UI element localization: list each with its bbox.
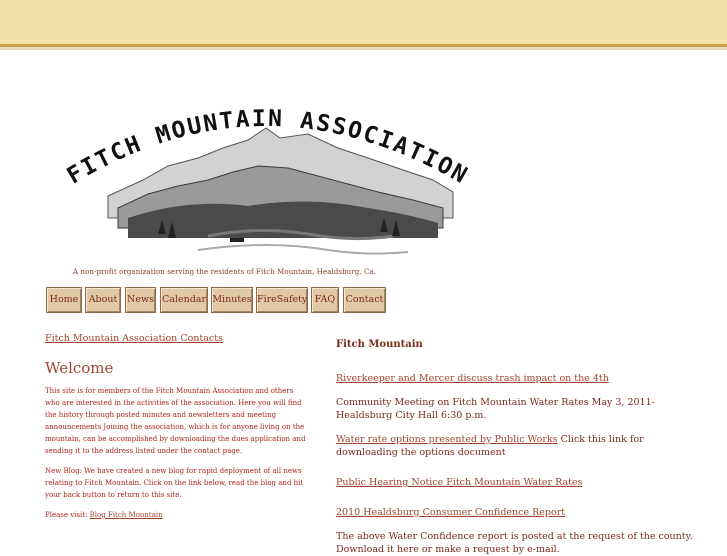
water-rate-options-link[interactable]: Water rate options presented by Public Works	[336, 434, 558, 445]
nav-firesafety[interactable]: FireSafety	[256, 287, 308, 313]
nav-home[interactable]: Home	[46, 287, 82, 313]
contacts-link[interactable]: Fitch Mountain Association Contacts	[45, 333, 223, 344]
left-column	[45, 326, 310, 521]
nav-news[interactable]: News	[125, 287, 156, 313]
nav-contact[interactable]: Contact	[343, 287, 386, 313]
confidence-report-note: The above Water Confidence report is posted at the request of the county. Download it here or make a request by e-mail.	[336, 531, 693, 555]
news-heading: Fitch Mountain	[336, 339, 423, 350]
blog-visit-line	[45, 509, 310, 521]
logo-title: FITCH MOUNTAIN ASSOCIATION	[62, 105, 473, 190]
site-tagline: A non-profit organization serving the residents of Fitch Mountain, Healdsburg, Ca.	[73, 268, 376, 276]
nav-calendar[interactable]: Calendar	[160, 287, 208, 313]
water-rate-item	[336, 433, 696, 459]
banner-divider	[0, 47, 727, 50]
intro-paragraph: This site is for members of the Fitch Mountain Association and others who are interested in the activities of the association. Here you will find the history through posted minutes and newsletters and meeting announcements Joining the association, which is for anyone living on the mountain, can be accomplished by downloading the dues application and sending it to the address listed under the contact page.	[45, 387, 306, 455]
top-banner	[0, 0, 727, 47]
blog-link[interactable]: Blog Fitch Mountain	[89, 511, 163, 519]
nav-minutes[interactable]: Minutes	[211, 287, 253, 313]
water-rate-options-text: Click this link for downloading the options document	[336, 434, 644, 458]
visit-label: Please visit:	[45, 511, 88, 519]
blog-note: New Blog: We have created a new blog for rapid deployment of all news relating to Fitch Mountain. Click on the link below, read the blog and hit your back button to return to this site.	[45, 467, 304, 499]
public-hearing-link[interactable]: Public Hearing Notice Fitch Mountain Water Rates	[336, 477, 583, 488]
welcome-heading: Welcome	[45, 359, 114, 377]
riverkeeper-link[interactable]: Riverkeeper and Mercer discuss trash impact on the 4th	[336, 373, 609, 384]
nav-faq[interactable]: FAQ	[311, 287, 339, 313]
nav-about[interactable]: About	[85, 287, 121, 313]
confidence-report-link[interactable]: 2010 Healdsburg Consumer Confidence Report	[336, 507, 566, 518]
community-meeting-text: Community Meeting on Fitch Mountain Water Rates May 3, 2011-Healdsburg City Hall 6:30 p.m.	[336, 397, 655, 421]
right-column	[336, 339, 696, 556]
fitch-mountain-logo	[48, 68, 480, 268]
